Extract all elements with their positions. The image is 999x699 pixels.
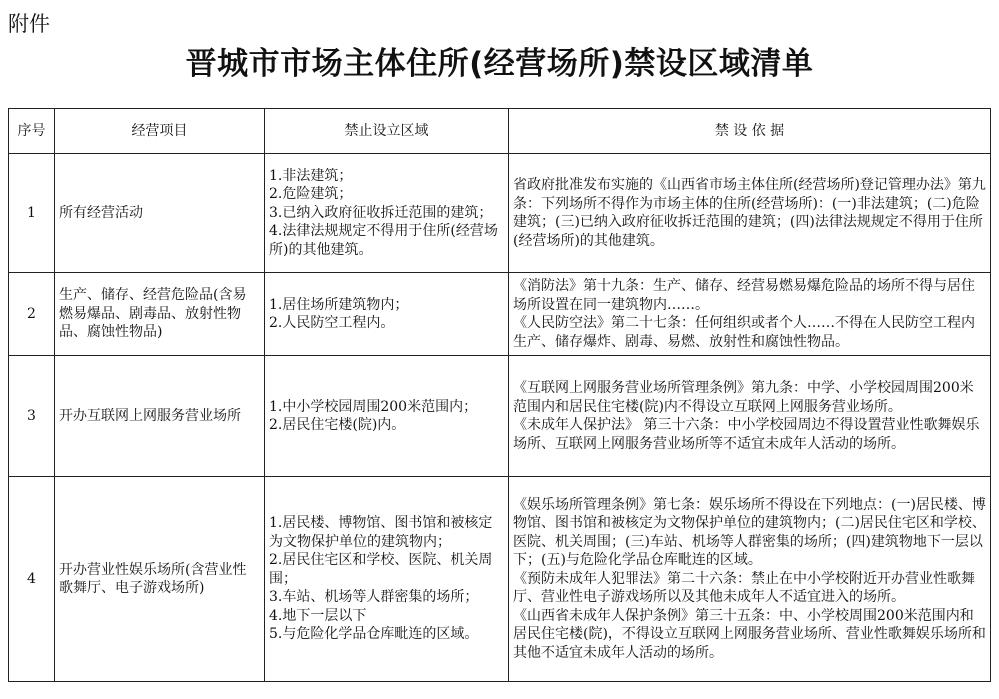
area-line: 3.已纳入政府征收拆迁范围的建筑； [269, 204, 493, 221]
row-no: 3 [9, 356, 55, 477]
basis-paragraph: 《山西省未成年人保护条例》第三十五条：中、小学校周围200米范围内和居民住宅楼(院)，不得设立互联网上网服务营业场所、营业性歌舞娱乐场所和其他不适宜未成年人活动的场所。 [513, 607, 986, 661]
header-business-item: 经营项目 [55, 109, 265, 154]
area-line: 4.法律法规规定不得用于住所(经营场所)的其他建筑。 [269, 223, 498, 258]
table-row [9, 273, 991, 356]
header-prohibited-area: 禁止设立区域 [265, 109, 509, 154]
row-no: 1 [9, 154, 55, 273]
row-business-item: 所有经营活动 [55, 154, 265, 273]
area-line: 2.居民住宅区和学校、医院、机关周围； [269, 552, 493, 587]
row-business-item: 生产、储存、经营危险品(含易燃易爆品、剧毒品、放射性物品、腐蚀性物品) [55, 273, 265, 356]
row-legal-basis [509, 477, 991, 682]
row-prohibited-area [265, 154, 509, 273]
row-no: 4 [9, 477, 55, 682]
table-header-row [9, 109, 991, 154]
table-row [9, 356, 991, 477]
page-title: 晋城市市场主体住所(经营场所)禁设区域清单 [185, 46, 814, 82]
header-no: 序号 [9, 109, 55, 154]
basis-paragraph: 《娱乐场所管理条例》第七条：娱乐场所不得设在下列地点：(一)居民楼、博物馆、图书馆和被核定为文物保护单位的建筑物内；(二)居民住宅区和学校、医院、机关周围；(三)车站、机场等人群密集的场所；(四)建筑物地下一层以下；(五)与危险化学品仓库毗连的区域。 [513, 496, 986, 569]
prohibited-zone-table [8, 108, 991, 682]
area-line: 1.居住场所建筑物内； [269, 296, 409, 313]
row-legal-basis [509, 154, 991, 273]
annex-label: 附件 [8, 12, 50, 36]
area-line: 2.人民防空工程内。 [269, 315, 395, 331]
row-business-item: 开办营业性娱乐场所(含营业性歌舞厅、电子游戏场所) [55, 477, 265, 682]
basis-paragraph: 《互联网上网服务营业场所管理条例》第九条：中学、小学校园周围200米范围内和居民住宅楼(院)内不得设立互联网上网服务营业场所。 [513, 380, 974, 415]
row-legal-basis [509, 356, 991, 477]
area-line: 1.中小学校园周围200米范围内； [269, 398, 478, 415]
area-line: 2.居民住宅楼(院)内。 [269, 417, 406, 433]
row-prohibited-area [265, 356, 509, 477]
basis-paragraph: 《人民防空法》第二十七条：任何组织或者个人……不得在人民防空工程内生产、储存爆炸、剧毒、易燃、放射性和腐蚀性物品。 [513, 315, 975, 350]
basis-paragraph: 《预防未成年人犯罪法》第二十六条：禁止在中小学校附近开办营业性歌舞厅、营业性电子游戏场所以及其他未成年人不适宜进入的场所。 [513, 570, 975, 606]
table-row [9, 154, 991, 273]
area-line: 1.非法建筑； [269, 167, 353, 184]
header-legal-basis: 禁 设 依 据 [509, 109, 991, 154]
area-line: 5.与危险化学品仓库毗连的区域。 [269, 626, 479, 643]
area-line: 2.危险建筑； [269, 186, 353, 203]
basis-paragraph: 省政府批准发布实施的《山西省市场主体住所(经营场所)登记管理办法》第九条：下列场所不得作为市场主体的住所(经营场所)：(一)非法建筑；(二)危险建筑；(三)已纳入政府征收拆迁范围的建筑；(四)法律法规规定不得用于住所(经营场所)的其他建筑。 [513, 177, 986, 249]
row-business-item: 开办互联网上网服务营业场所 [55, 356, 265, 477]
area-line: 3.车站、机场等人群密集的场所； [269, 589, 479, 606]
row-prohibited-area [265, 477, 509, 682]
table-row [9, 477, 991, 682]
row-prohibited-area [265, 273, 509, 356]
area-line: 4.地下一层以下 [269, 607, 367, 624]
row-legal-basis [509, 273, 991, 356]
basis-paragraph: 《未成年人保护法》 第三十六条：中小学校园周边不得设置营业性歌舞娱乐场所、互联网上网服务营业场所等不适宜未成年人活动的场所。 [513, 417, 980, 452]
basis-paragraph: 《消防法》第十九条：生产、储存、经营易燃易爆危险品的场所不得与居住场所设置在同一建筑物内……。 [513, 278, 975, 313]
area-line: 1.居民楼、博物馆、图书馆和被核定为文物保护单位的建筑物内； [269, 515, 493, 550]
row-no: 2 [9, 273, 55, 356]
